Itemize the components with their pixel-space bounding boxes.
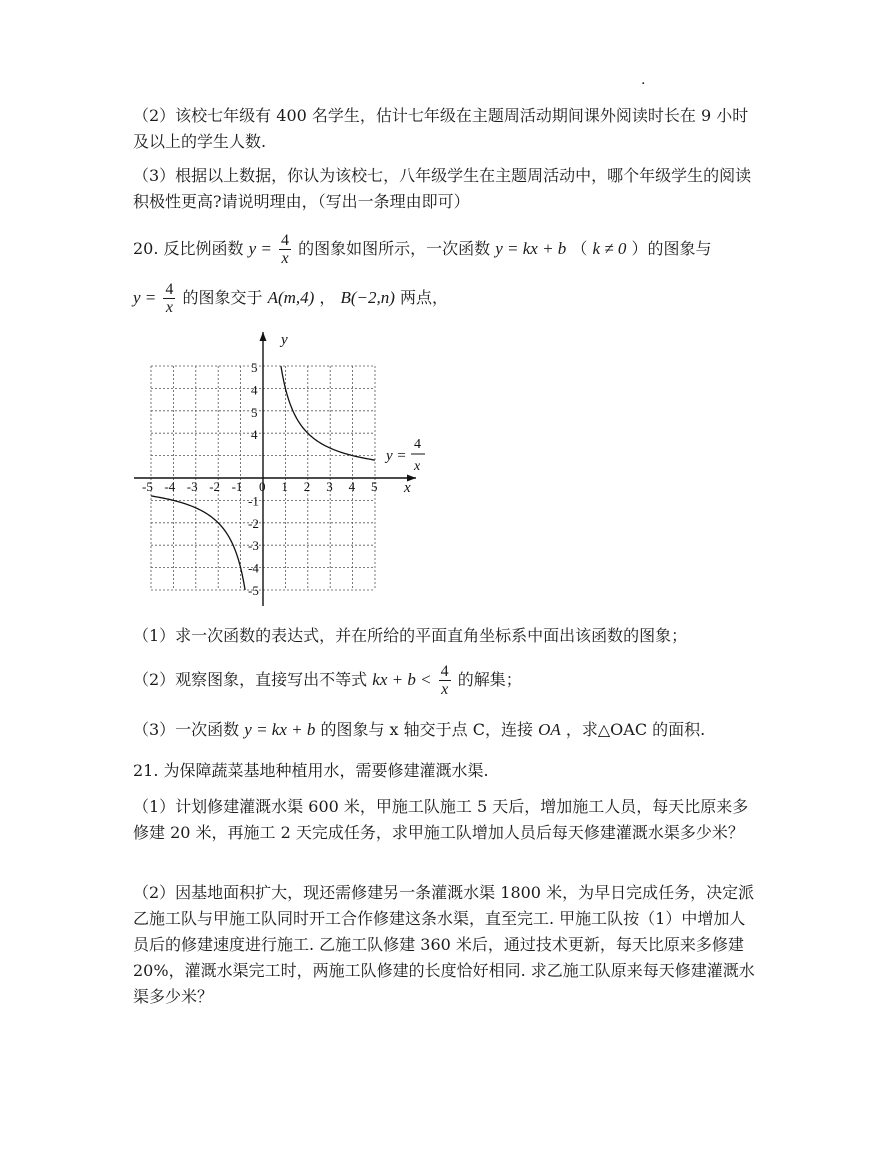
x-tick-label: -4 bbox=[164, 479, 176, 494]
y-tick-label-lower: -1 bbox=[248, 493, 259, 509]
q20-intro-b: 的图象如图所示，一次函数 bbox=[298, 239, 491, 258]
q20-intro bbox=[133, 229, 758, 269]
q20-cond-end: ）的图象与 bbox=[631, 239, 712, 258]
y-axis-label: y bbox=[281, 332, 288, 348]
y-tick-label-lower: -2 bbox=[248, 515, 259, 531]
q20-part1: （1）求一次函数的表达式，并在所给的平面直角坐标系中面出该函数的图象； bbox=[133, 626, 688, 645]
q20-part2-frac-num: 4 bbox=[440, 663, 449, 680]
y-tick-label-lower: -3 bbox=[248, 538, 259, 554]
q20-linear: y = kx + b bbox=[495, 239, 567, 258]
graph-axes bbox=[134, 332, 416, 606]
y-tick-label-upper: 5 bbox=[251, 404, 258, 420]
q19-part2: （2）该校七年级有 400 名学生，估计七年级在主题周活动期间课外阅读时长在 9 小时及以上的学生人数. bbox=[133, 106, 749, 151]
q20-y-eq: y = bbox=[248, 239, 272, 258]
x-tick-label: 1 bbox=[281, 479, 288, 494]
q21-part1: （1）计划修建灌溉水渠 600 米，甲施工队施工 5 天后，增加施工人员，每天比原来多修建 20 米，再施工 2 天完成任务，求甲施工队增加人员后每天修建灌溉水渠多少米？ bbox=[133, 797, 749, 842]
q20-line2 bbox=[133, 278, 758, 318]
x-tick-label: 0 bbox=[259, 479, 266, 494]
graph-ticks bbox=[142, 360, 378, 598]
q20-part2-a: （2）观察图象，直接写出不等式 bbox=[133, 670, 368, 689]
q20-segment-oa: OA bbox=[538, 720, 561, 739]
q19-part3: （3）根据以上数据，你认为该校七，八年级学生在主题周活动中，哪个年级学生的阅读积极性更高?请说明理由，（写出一条理由即可） bbox=[133, 166, 752, 211]
q21-title: 21. 为保障蔬菜基地种植用水，需要修建灌溉水渠. bbox=[133, 761, 489, 780]
x-tick-label: -5 bbox=[142, 479, 153, 494]
q20-part2-fraction bbox=[439, 663, 451, 698]
q20-point-a: A(m,4) bbox=[267, 288, 315, 307]
q20-part3-b: 的图象与 x 轴交于点 C，连接 bbox=[320, 720, 533, 739]
q20-line2-frac-den: x bbox=[165, 299, 173, 316]
x-tick-label: 4 bbox=[348, 479, 356, 494]
q20-line2-y-eq: y = bbox=[133, 288, 157, 307]
q20-part2-b: 的解集； bbox=[457, 670, 522, 689]
curve-label-den: x bbox=[414, 459, 421, 474]
x-tick-label: 2 bbox=[303, 479, 311, 494]
q20-line2-frac-num: 4 bbox=[165, 281, 174, 298]
q21-part2: （2）因基地面积扩大，现还需修建另一条灌溉水渠 1800 米，为早日完成任务，决定派乙施工队与甲施工队同时开工合作修建这条水渠，直至完工. 甲施工队按（1）中增加人员后的修建速度进行施工. 乙施工队修建 360 米后，通过技术更新，每天比原来多修建 20%，灌溉水渠完工时，两施工队修建的长度恰好相同. 求乙施工队原来每天修建灌溉水渠多少米？ bbox=[133, 883, 755, 1006]
y-axis-arrow bbox=[260, 332, 267, 341]
q20-comma: ， bbox=[319, 288, 336, 307]
q20-part3 bbox=[133, 717, 758, 743]
curve-label-num: 4 bbox=[414, 437, 421, 452]
q20-line2-b: 的图象交于 bbox=[182, 288, 263, 307]
q20-number-text: 20. 反比例函数 bbox=[133, 239, 244, 258]
curve-label-y: y = bbox=[386, 448, 407, 464]
q20-cond-math: k ≠ 0 bbox=[592, 239, 627, 258]
q20-part2 bbox=[133, 660, 758, 700]
x-tick-label: -1 bbox=[231, 479, 243, 494]
y-tick-label-lower: -5 bbox=[248, 583, 259, 598]
hyperbola-branch-left bbox=[151, 496, 245, 590]
q20-frac-den: x bbox=[281, 250, 289, 267]
hyperbola-branch-right bbox=[281, 366, 375, 460]
x-tick-label: 5 bbox=[371, 479, 378, 494]
x-tick-label: 3 bbox=[326, 479, 333, 494]
y-tick-label-upper: 4 bbox=[251, 382, 258, 398]
x-tick-label: -3 bbox=[186, 479, 198, 494]
q20-line2-end: 两点， bbox=[400, 288, 449, 307]
q20-point-b: B(−2,n) bbox=[340, 288, 395, 307]
q20-part3-a: （3）一次函数 bbox=[133, 720, 240, 739]
x-axis-label: x bbox=[404, 480, 411, 496]
q20-frac-num: 4 bbox=[281, 232, 290, 249]
coordinate-graph bbox=[130, 326, 440, 611]
q20-line2-fraction bbox=[163, 281, 175, 316]
q20-fraction bbox=[279, 232, 291, 267]
q20-inequality: kx + b < bbox=[372, 670, 432, 689]
corner-dot: . bbox=[641, 72, 646, 88]
y-tick-label-upper: 4 bbox=[251, 427, 258, 443]
q20-part3-linear: y = kx + b bbox=[244, 720, 316, 739]
y-tick-label-upper: 5 bbox=[251, 360, 258, 375]
q20-part3-c: ，求△OAC 的面积. bbox=[565, 720, 706, 739]
q20-cond-open: （ bbox=[571, 239, 588, 258]
x-tick-label: -2 bbox=[209, 479, 221, 494]
y-tick-label-lower: -4 bbox=[248, 560, 259, 576]
q20-part2-frac-den: x bbox=[441, 681, 449, 698]
